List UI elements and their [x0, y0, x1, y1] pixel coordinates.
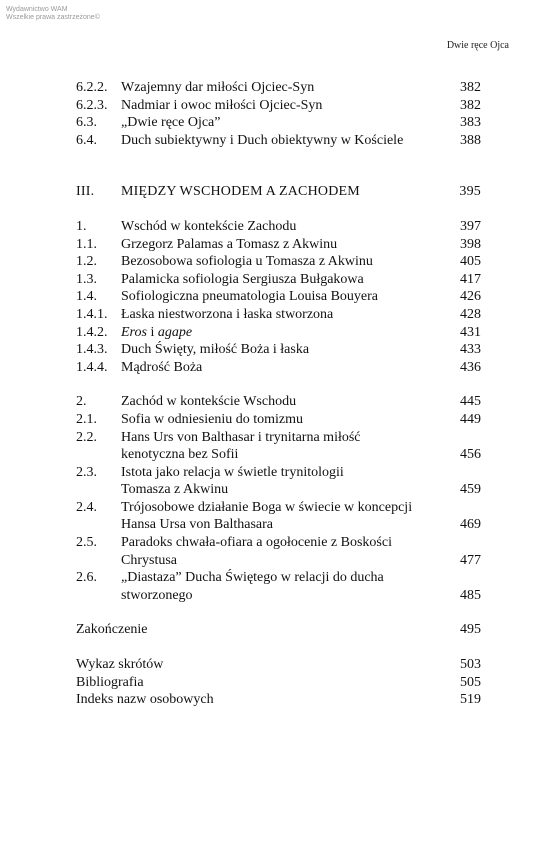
toc-number: 1.4.1. [76, 306, 108, 322]
toc-number: 2.6. [76, 570, 97, 586]
toc-title-line-2: stworzonego [121, 587, 193, 603]
toc-title-line-1: Hans Urs von Balthasar i trynitarna miłość [121, 429, 361, 445]
toc-number: 1.3. [76, 271, 97, 287]
toc-entry [76, 393, 481, 411]
toc-entry [76, 324, 481, 342]
toc-part-heading [76, 183, 481, 201]
toc-title-italic-agape: agape [157, 324, 193, 340]
toc-title: Duch subiektywny i Duch obiektywny w Kościele [121, 132, 404, 148]
toc-title: Mądrość Boża [121, 359, 203, 375]
toc-page: 495 [460, 622, 481, 638]
toc-page: 519 [460, 692, 481, 708]
toc-number: 1.4.4. [76, 359, 108, 375]
toc-page: 426 [460, 289, 481, 305]
toc-title: Wykaz skrótów [76, 657, 164, 673]
toc-title: Palamicka sofiologia Sergiusza Bułgakowa [121, 271, 364, 287]
watermark [6, 6, 100, 22]
toc-entry [76, 79, 481, 97]
toc-page: 388 [460, 132, 481, 148]
toc-entry [76, 429, 481, 464]
toc-entry-conclusion [76, 621, 481, 639]
toc-title-line-2: Chrystusa [121, 552, 177, 568]
toc-page: 505 [460, 674, 481, 690]
toc-entry [76, 132, 481, 150]
toc-title: Zakończenie [76, 622, 148, 638]
toc-title: Nadmiar i owoc miłości Ojciec-Syn [121, 97, 323, 113]
toc-title: Duch Święty, miłość Boża i łaska [121, 342, 310, 358]
toc-number: 6.2.2. [76, 80, 108, 95]
toc-title: Sofiologiczna pneumatologia Louisa Bouyera [121, 289, 378, 305]
toc-entry [76, 288, 481, 306]
toc-title: „Dwie ręce Ojca” [121, 115, 221, 131]
toc-number: 2. [76, 394, 87, 410]
toc-page: 456 [460, 447, 481, 463]
toc-number: 2.3. [76, 464, 97, 480]
toc-number: 1.2. [76, 254, 97, 270]
toc-page: 417 [460, 271, 481, 287]
toc-page: 485 [460, 587, 481, 603]
toc-entry-abbreviations [76, 656, 481, 674]
toc-title-line-1: Paradoks chwała-ofiara a ogołocenie z Boskości [121, 535, 392, 551]
toc-title [121, 324, 441, 342]
toc-page: 477 [460, 552, 481, 568]
toc-title-line-1: Trójosobowe działanie Boga w świecie w koncepcji [121, 499, 413, 515]
toc-page: 398 [460, 236, 481, 252]
toc-title-conjunction: i [146, 324, 158, 340]
toc-title: Indeks nazw osobowych [76, 692, 214, 708]
toc-entry [76, 271, 481, 289]
toc-title: Sofia w odniesieniu do tomizmu [121, 411, 303, 427]
toc-number: 6.4. [76, 132, 97, 148]
toc-title-line-1: Istota jako relacja w świetle trynitologii [121, 464, 344, 480]
toc-entry [76, 236, 481, 254]
table-of-contents [76, 79, 481, 709]
toc-entry [76, 411, 481, 429]
running-head: Dwie ręce Ojca [446, 40, 509, 51]
toc-title-line-2: Tomasza z Akwinu [121, 482, 229, 498]
toc-entry-bibliography [76, 674, 481, 692]
toc-title-italic-eros: Eros [121, 324, 147, 340]
toc-entry [76, 464, 481, 499]
toc-title-line-2: kenotyczna bez Sofii [121, 447, 239, 463]
toc-title-line-1: „Diastaza” Ducha Świętego w relacji do ducha [121, 570, 384, 586]
toc-page: 449 [460, 411, 481, 427]
toc-title: Bibliografia [76, 674, 144, 690]
toc-entry [76, 97, 481, 115]
watermark-line-1: Wydawnictwo WAM [6, 6, 68, 13]
toc-page: 395 [459, 184, 481, 200]
watermark-line-2: Wszelkie prawa zastrzeżone© [6, 14, 100, 21]
toc-entry [76, 359, 481, 377]
toc-entry [76, 253, 481, 271]
toc-number: 2.2. [76, 429, 97, 445]
toc-number: 1.4.2. [76, 324, 108, 340]
toc-page: 433 [460, 342, 481, 358]
toc-entry [76, 341, 481, 359]
toc-page: 459 [460, 482, 481, 498]
toc-number: 2.1. [76, 411, 97, 427]
toc-page: 503 [460, 657, 481, 673]
toc-entry [76, 534, 481, 569]
toc-title-line-2: Hansa Ursa von Balthasara [121, 517, 274, 533]
toc-page: 431 [460, 324, 481, 340]
toc-entry [76, 499, 481, 534]
toc-number: 2.4. [76, 499, 97, 515]
toc-number: III. [76, 184, 95, 200]
toc-page: 397 [460, 218, 481, 234]
toc-title: MIĘDZY WSCHODEM A ZACHODEM [121, 184, 360, 200]
toc-page: 382 [460, 97, 481, 113]
toc-number: 1.4.3. [76, 342, 108, 358]
toc-page: 382 [460, 80, 481, 95]
toc-entry [76, 218, 481, 236]
toc-title: Zachód w kontekście Wschodu [121, 394, 297, 410]
toc-page: 445 [460, 394, 481, 410]
toc-number: 1.1. [76, 236, 97, 252]
toc-page: 383 [460, 115, 481, 131]
toc-page: 405 [460, 254, 481, 270]
toc-title: Wschód w kontekście Zachodu [121, 218, 297, 234]
toc-entry [76, 114, 481, 132]
toc-title: Bezosobowa sofiologia u Tomasza z Akwinu [121, 254, 373, 270]
toc-number: 1.4. [76, 289, 97, 305]
toc-number: 2.5. [76, 535, 97, 551]
toc-number: 6.2.3. [76, 97, 108, 113]
toc-page: 469 [460, 517, 481, 533]
toc-page: 436 [460, 359, 481, 375]
toc-entry [76, 306, 481, 324]
toc-title: Wzajemny dar miłości Ojciec-Syn [121, 80, 315, 95]
toc-title: Łaska niestworzona i łaska stworzona [121, 306, 334, 322]
toc-page: 428 [460, 306, 481, 322]
toc-number: 1. [76, 218, 87, 234]
toc-number: 6.3. [76, 115, 97, 131]
toc-entry [76, 569, 481, 604]
toc-entry-index [76, 691, 481, 709]
toc-title: Grzegorz Palamas a Tomasz z Akwinu [121, 236, 338, 252]
